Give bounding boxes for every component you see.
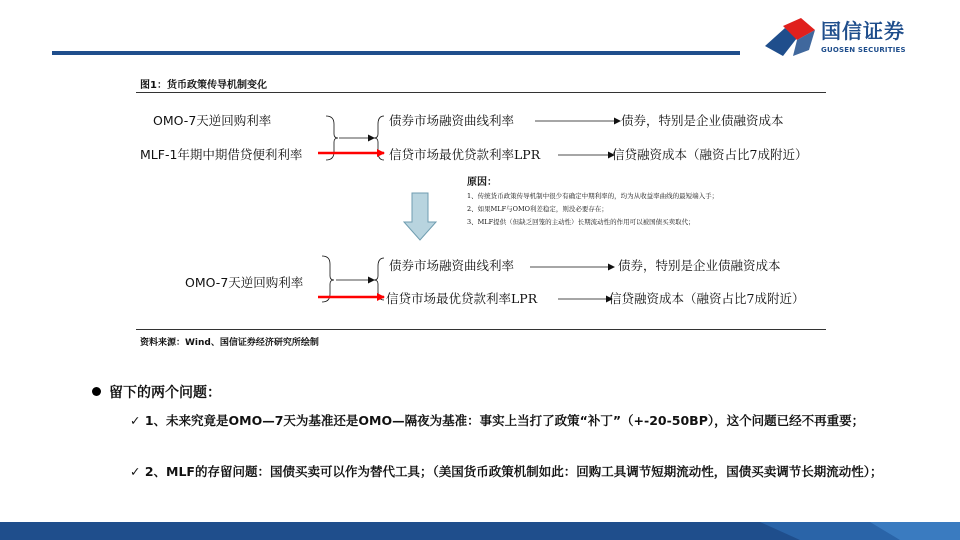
- bond-curve-label-after: 债券市场融资曲线利率: [389, 258, 515, 273]
- footer-disclaimer: 请务必阅读正文之后的免责声明及其项下所有内容: [70, 8, 246, 17]
- right-brace-after: [374, 258, 384, 300]
- reason-item: 2、如果MLF与OMO利差稳定，则没必要存在；: [467, 205, 608, 213]
- figure-source: 资料来源：Wind、国信证券经济研究所绘制: [140, 338, 319, 348]
- bullet-dot-icon: [92, 387, 101, 396]
- left-brace-after: [322, 256, 334, 302]
- bond-curve-label: 债券市场融资曲线利率: [389, 113, 515, 128]
- reason-item: 1、传统货币政策传导机制中很少有确定中期利率的，均为从收益率曲线的最短端入手；: [467, 192, 719, 200]
- lpr-label-after: 信贷市场最优贷款利率LPR: [386, 291, 538, 306]
- lpr-label: 信贷市场最优贷款利率LPR: [389, 147, 541, 162]
- logo-name-en: GUOSEN SECURITIES: [821, 46, 906, 54]
- mlf-rate-label: MLF-1年期中期借贷便利利率: [140, 147, 303, 162]
- bond-cost-label: 债券，特别是企业债融资成本: [621, 113, 784, 128]
- figure-title: 图1：货币政策传导机制变化: [140, 80, 267, 91]
- credit-cost-label-after: 信贷融资成本（融资占比7成附近）: [609, 291, 805, 306]
- point-item-2: ✓ 2、MLF的存留问题：国债买卖可以作为替代工具；（美国货币政策机制如此：回购工具调节短期流动性，国债买卖调节长期流动性）；: [130, 464, 883, 479]
- point-item-1: ✓ 1、未来究竟是OMO—7天为基准还是OMO—隔夜为基准：事实上当打了政策“补丁”（+-20-50BP），这个问题已经不再重要；: [130, 413, 865, 428]
- omo-rate-label: OMO-7天逆回购利率: [153, 113, 272, 128]
- omo-rate-label-after: OMO-7天逆回购利率: [185, 275, 304, 290]
- reasons-title: 原因：: [467, 177, 497, 188]
- reason-item: 3、MLF提供（但缺乏回笼的主动性）长期流动性的作用可以被国债买卖取代；: [467, 218, 695, 226]
- logo-name-cn: 国信证券: [821, 19, 905, 43]
- figure-bottom-rule: [136, 329, 826, 330]
- credit-cost-label: 信贷融资成本（融资占比7成附近）: [612, 147, 808, 162]
- reasons-block: [467, 176, 718, 229]
- footer-band: [0, 522, 960, 540]
- section-heading: [92, 382, 221, 402]
- bond-cost-label-after: 债券，特别是企业债融资成本: [618, 258, 781, 273]
- down-transition-arrow: [404, 193, 436, 240]
- section-heading-text: 留下的两个问题：: [109, 385, 221, 401]
